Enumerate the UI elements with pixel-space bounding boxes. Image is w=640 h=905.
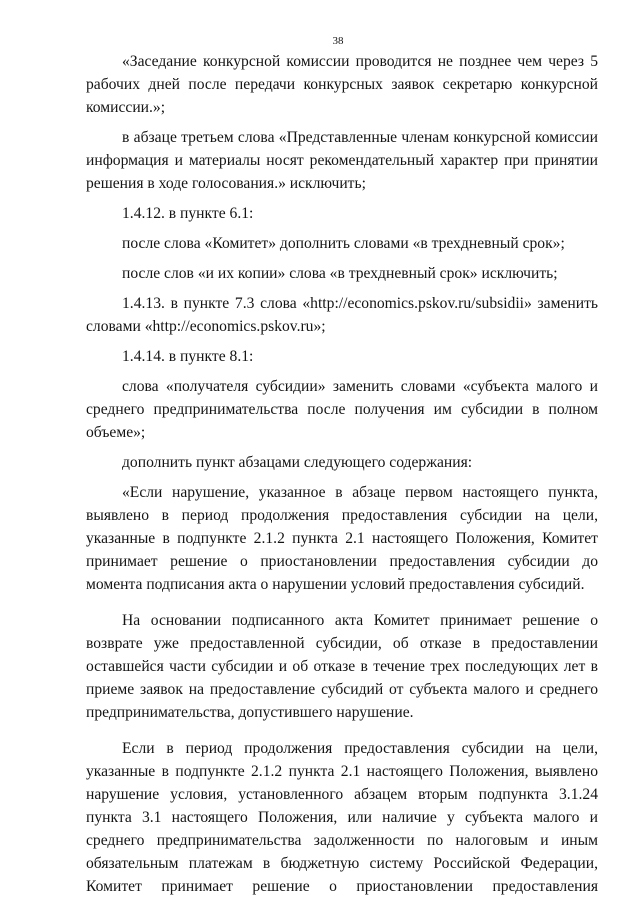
paragraph-committee-addition: после слова «Комитет» дополнить словами «в трехдневный срок»;: [122, 235, 565, 252]
paragraph-tax-debt-violation: Если в период продолжения предоставления субсидии на цели, указанные в подпункте 2.1.2 пункта 2.1 настоящего Положения, выявлено нарушение условия, установленного абзацем вторым подпункта 3.1.24 пункта 3.1 настоящего Положения, или наличие у субъекта малого и среднего предпринимательства задолженности по налоговым и иным обязательным платежам в бюджетную систему Российской Федерации, Комитет принимает решение о приостановлении предоставления: [86, 740, 598, 895]
paragraph-paragraph-three-exclusion: в абзаце третьем слова «Представленные членам конкурсной комиссии информация и материалы носят рекомендательный характер при принятии решения в ходе голосования.» исключить;: [86, 129, 598, 192]
paragraph-meeting-deadline: «Заседание конкурсной комиссии проводится не позднее чем через 5 рабочих дней после передачи конкурсных заявок секретарю конкурсной комиссии.»;: [86, 53, 598, 116]
paragraph-item-1-4-12: 1.4.12. в пункте 6.1:: [122, 205, 254, 222]
paragraph-violation-suspension: «Если нарушение, указанное в абзаце первом настоящего пункта, выявлено в период продолжения предоставления субсидии на цели, указанные в подпункте 2.1.2 пункта 2.1 настоящего Положения, Комитет принимает решение о приостановлении предоставления субсидии до момента подписания акта о нарушении условий предоставления субсидий.: [86, 484, 598, 593]
page-number: 38: [332, 35, 344, 47]
paragraph-recipient-replacement: слова «получателя субсидии» заменить словами «субъекта малого и среднего предпринимательства после получения им субсидии в полном объеме»;: [86, 378, 598, 441]
document-body: [86, 50, 598, 905]
paragraph-add-paragraphs: дополнить пункт абзацами следующего содержания:: [122, 454, 473, 471]
paragraph-item-1-4-14: 1.4.14. в пункте 8.1:: [122, 348, 254, 365]
paragraph-item-1-4-13: 1.4.13. в пункте 7.3 слова «http://economics.pskov.ru/subsidii» заменить словами «http://economics.pskov.ru»;: [86, 295, 598, 335]
paragraph-copies-exclusion: после слов «и их копии» слова «в трехдневный срок» исключить;: [122, 265, 558, 282]
paragraph-signed-act-decision: На основании подписанного акта Комитет принимает решение о возврате уже предоставленной субсидии, об отказе в предоставлении оставшейся части субсидии и об отказе в течение трех последующих лет в приеме заявок на предоставление субсидий от субъекта малого и среднего предпринимательства, допустившего нарушение.: [86, 612, 598, 721]
